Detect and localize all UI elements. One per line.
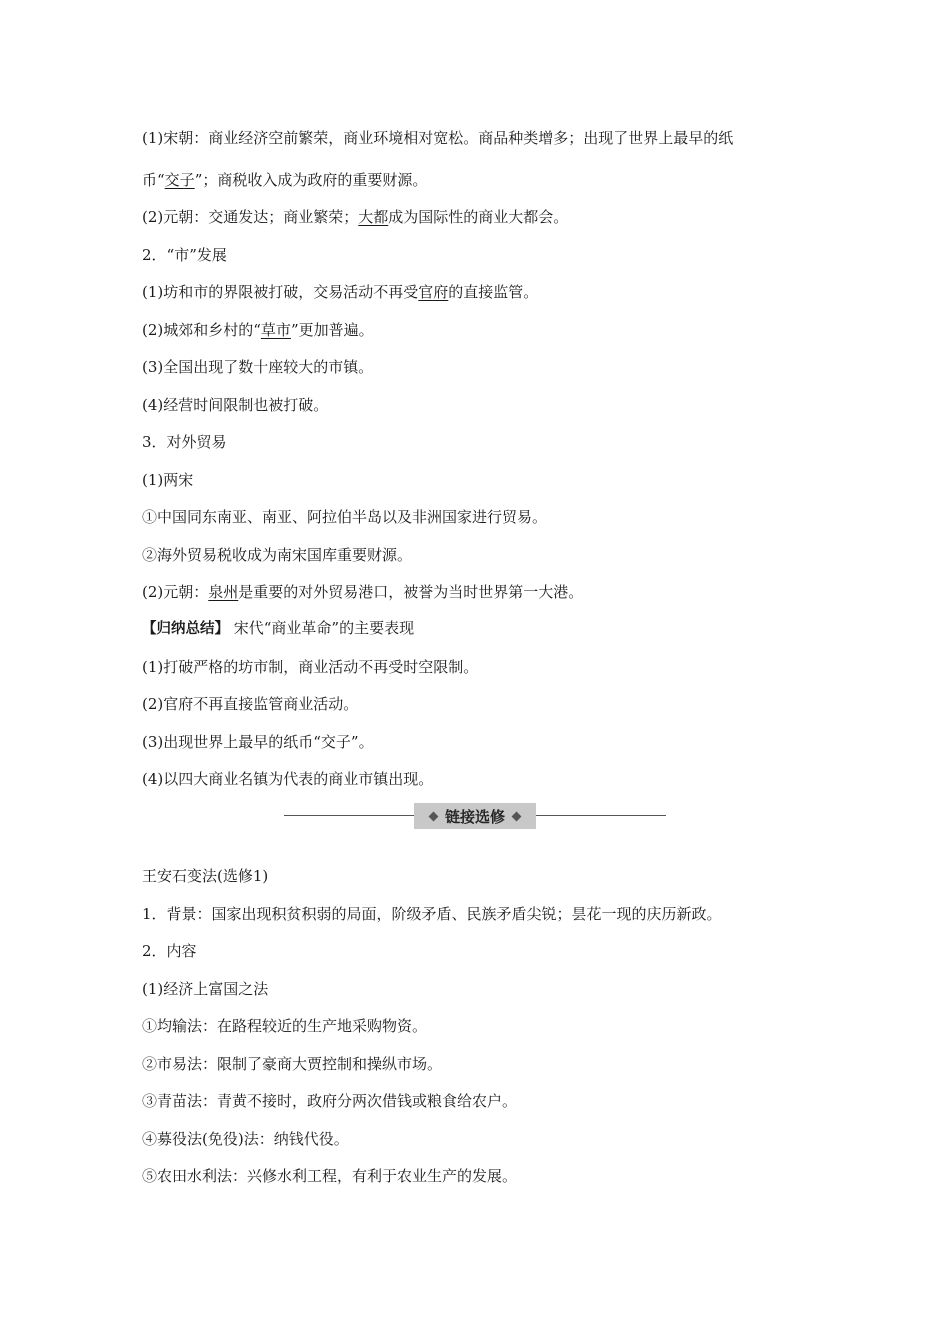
line-text: 的直接监管。 — [448, 283, 539, 301]
line-text: (2)城郊和乡村的“ — [142, 321, 261, 339]
banner-label: 链接选修 — [444, 807, 505, 826]
line-text: 成为国际性的商业大都会。 — [388, 208, 569, 226]
section-heading — [142, 941, 197, 961]
section-banner — [284, 803, 666, 829]
line-text: ③青苗法：青黄不接时，政府分两次借钱或粮食给农户。 — [142, 1092, 518, 1110]
line-text: (1)宋朝：商业经济空前繁荣，商业环境相对宽松。商品种类增多；出现了世界上最早的纸 — [142, 129, 734, 147]
line-text: 王安石变法(选修1) — [142, 867, 269, 885]
text-line — [142, 470, 193, 490]
underlined-term: 交子 — [164, 171, 195, 189]
text-line — [142, 1016, 427, 1036]
text-line — [142, 320, 374, 340]
text-line — [142, 1054, 442, 1074]
section-heading — [142, 432, 227, 452]
line-text: (1)坊和市的界限被打破，交易活动不再受 — [142, 283, 419, 301]
line-text: (1)打破严格的坊市制，商业活动不再受时空限制。 — [142, 658, 479, 676]
text-line — [142, 1166, 517, 1186]
underlined-term: 大都 — [358, 208, 389, 226]
banner-rule-left — [284, 815, 414, 816]
line-text: ”更加普遍。 — [290, 321, 374, 339]
line-text: 2．“市”发展 — [142, 246, 227, 264]
line-text: (2)元朝：交通发达；商业繁荣； — [142, 208, 359, 226]
line-text: 1．背景：国家出现积贫积弱的局面，阶级矛盾、民族矛盾尖锐；昙花一现的庆历新政。 — [142, 905, 722, 923]
line-text: ①均输法：在路程较近的生产地采购物资。 — [142, 1017, 428, 1035]
diamond-icon — [512, 811, 522, 821]
text-line — [142, 582, 583, 602]
line-text: 币“ — [142, 171, 165, 189]
line-text: ②市易法：限制了豪商大贾控制和操纵市场。 — [142, 1055, 443, 1073]
line-text: (4)以四大商业名镇为代表的商业市镇出现。 — [142, 770, 434, 788]
line-text: (4)经营时间限制也被打破。 — [142, 396, 329, 414]
text-line — [142, 732, 374, 752]
line-text: (2)元朝： — [142, 583, 209, 601]
text-line — [142, 1091, 517, 1111]
line-text: ⑤农田水利法：兴修水利工程，有利于农业生产的发展。 — [142, 1167, 518, 1185]
line-text: ②海外贸易税收成为南宋国库重要财源。 — [142, 546, 413, 564]
underlined-term: 泉州 — [208, 583, 239, 601]
line-text: (2)官府不再直接监管商业活动。 — [142, 695, 359, 713]
section-title — [142, 866, 268, 886]
line-text: 是重要的对外贸易港口，被誉为当时世界第一大港。 — [238, 583, 584, 601]
text-line — [142, 207, 568, 227]
line-text: (1)经济上富国之法 — [142, 980, 269, 998]
line-text: 宋代“商业革命”的主要表现 — [229, 619, 415, 637]
line-text: ①中国同东南亚、南亚、阿拉伯半岛以及非洲国家进行贸易。 — [142, 508, 548, 526]
banner-rule-right — [536, 815, 666, 816]
underlined-term: 官府 — [418, 283, 449, 301]
text-line — [142, 979, 268, 999]
text-line — [142, 357, 373, 377]
line-text: (1)两宋 — [142, 471, 194, 489]
text-line — [142, 904, 722, 924]
banner-box — [414, 803, 536, 829]
line-text: 3．对外贸易 — [142, 433, 227, 451]
line-text: (3)出现世界上最早的纸币“交子”。 — [142, 733, 374, 751]
line-text: 2．内容 — [142, 942, 197, 960]
text-line — [142, 769, 433, 789]
line-text: ④募役法(免役)法：纳钱代役。 — [142, 1130, 349, 1148]
text-line — [142, 170, 427, 190]
diamond-icon — [429, 811, 439, 821]
text-line — [142, 395, 328, 415]
text-line — [142, 1129, 349, 1149]
text-line — [142, 694, 358, 714]
section-heading — [142, 245, 227, 265]
text-line — [142, 128, 733, 148]
text-line — [142, 657, 478, 677]
summary-heading — [142, 618, 414, 639]
line-text: ”；商税收入成为政府的重要财源。 — [194, 171, 428, 189]
text-line — [142, 545, 412, 565]
text-line — [142, 282, 538, 302]
text-line — [142, 507, 547, 527]
summary-label: 【归纳总结】 — [142, 621, 229, 637]
underlined-term: 草市 — [260, 321, 291, 339]
line-text: (3)全国出现了数十座较大的市镇。 — [142, 358, 374, 376]
